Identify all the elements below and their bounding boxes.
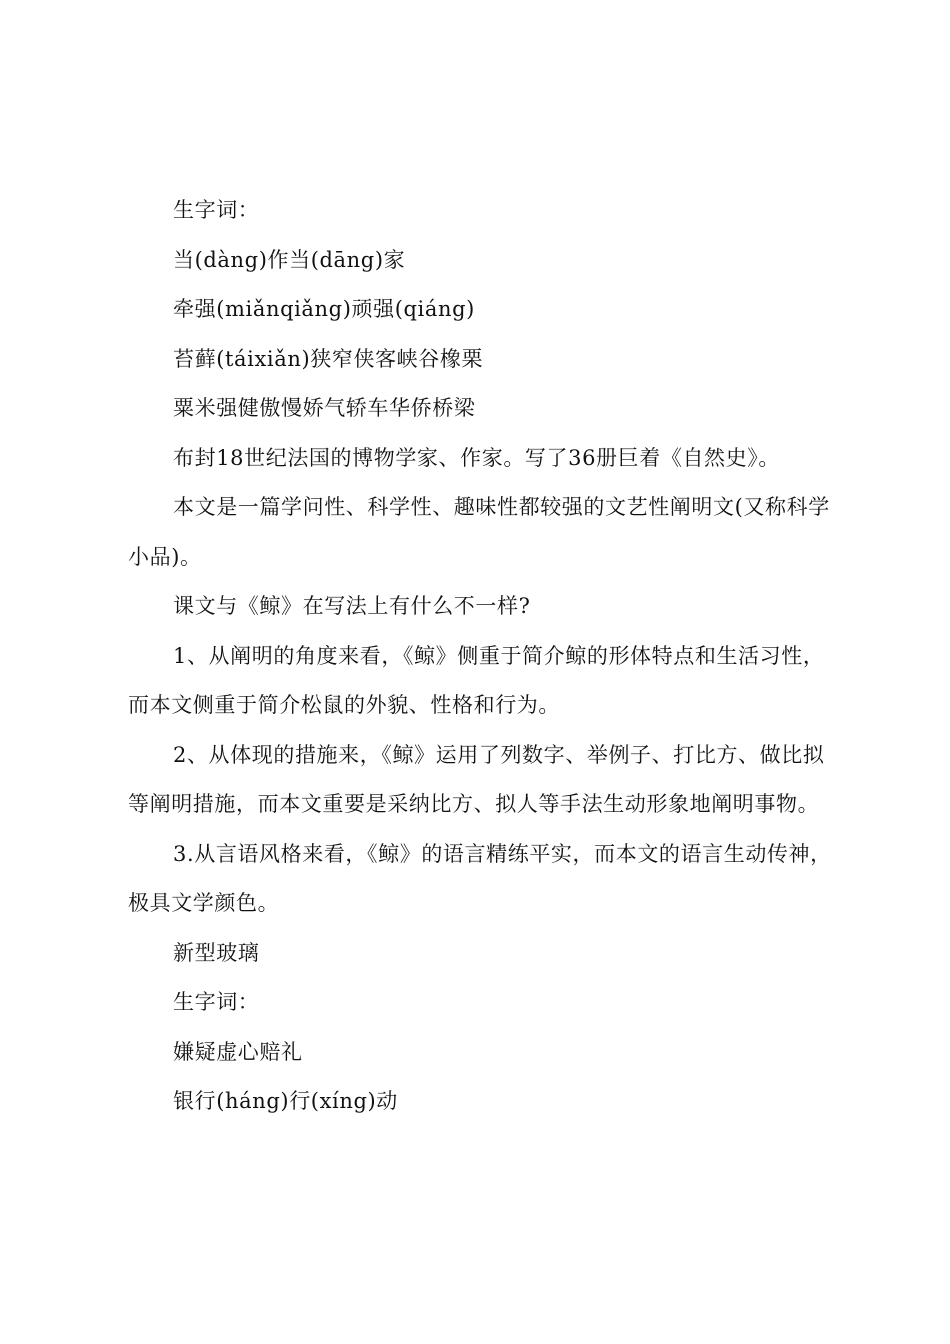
vocab-line: 牵强(miǎnqiǎng)顽强(qiáng)	[173, 297, 475, 321]
document-body	[128, 186, 832, 1127]
vocab-line: 银行(háng)行(xíng)动	[173, 1089, 398, 1113]
vocab-line: 苔藓(táixiǎn)狭窄侠客峡谷橡栗	[173, 346, 484, 371]
vocab-heading: 生字词：	[173, 198, 260, 222]
author-note: 布封18世纪法国的博物学家、作家。写了36册巨着《自然史》。	[173, 445, 780, 470]
answer-point-3: 3.从言语风格来看，《鲸》的语言精练平实，而本文的语言生动传神，极具文学颜色。	[128, 841, 832, 915]
question: 课文与《鲸》在写法上有什么不一样?	[173, 594, 531, 618]
genre-note: 本文是一篇学问性、科学性、趣味性都较强的文艺性阐明文(又称科学小品)。	[128, 495, 830, 569]
vocab-heading: 生字词：	[173, 990, 260, 1014]
vocab-line: 当(dàng)作当(dāng)家	[173, 247, 406, 272]
lesson-title: 新型玻璃	[173, 940, 260, 965]
vocab-line: 粟米强健傲慢娇气轿车华侨桥梁	[173, 396, 476, 420]
answer-point-2: 2、从体现的措施来，《鲸》运用了列数字、举例子、打比方、做比拟等阐明措施，而本文重要是采纳比方、拟人等手法生动形象地阐明事物。	[128, 742, 825, 816]
answer-point-1: 1、从阐明的角度来看，《鲸》侧重于简介鲸的形体特点和生活习性，而本文侧重于简介松鼠的外貌、性格和行为。	[128, 643, 825, 717]
vocab-line: 嫌疑虚心赔礼	[173, 1039, 303, 1064]
